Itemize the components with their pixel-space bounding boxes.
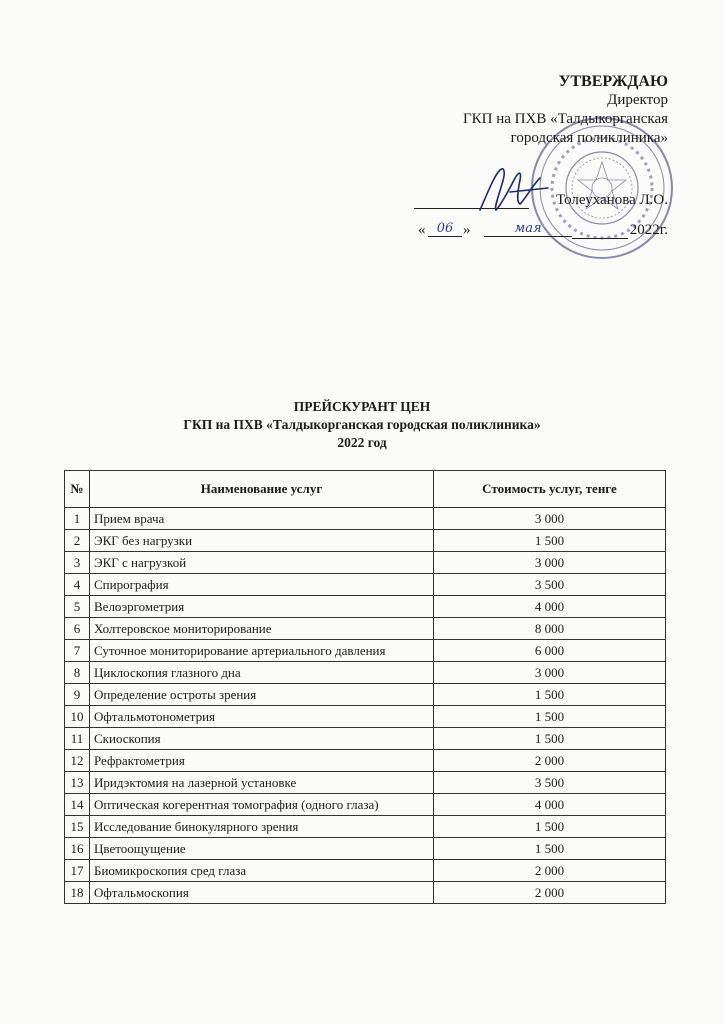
table-row (65, 860, 666, 882)
row-price: 4 000 (434, 794, 666, 816)
table-row (65, 530, 666, 552)
header-num: № (65, 471, 90, 508)
row-price: 1 500 (434, 816, 666, 838)
row-service-name: Офтальмоскопия (90, 882, 434, 904)
signer-name: Толеуханова Л.О. (556, 192, 668, 208)
table-header-row (65, 471, 666, 508)
table-row (65, 596, 666, 618)
row-num: 16 (65, 838, 90, 860)
date-month: мая (484, 221, 572, 237)
row-service-name: Определение остроты зрения (90, 684, 434, 706)
date-close-quote: » (463, 222, 471, 238)
row-price: 6 000 (434, 640, 666, 662)
row-service-name: Оптическая когерентная томография (одного глаза) (90, 794, 434, 816)
row-num: 14 (65, 794, 90, 816)
row-num: 10 (65, 706, 90, 728)
row-service-name: Холтеровское мониторирование (90, 618, 434, 640)
row-num: 7 (65, 640, 90, 662)
row-price: 1 500 (434, 728, 666, 750)
row-price: 8 000 (434, 618, 666, 640)
row-service-name: Спирография (90, 574, 434, 596)
row-price: 2 000 (434, 860, 666, 882)
document-subtitle: ГКП на ПХВ «Талдыкорганская городская поликлиника» (183, 417, 541, 432)
table-row (65, 640, 666, 662)
table-row (65, 838, 666, 860)
row-num: 4 (65, 574, 90, 596)
document-titles (0, 398, 724, 452)
row-service-name: Иридэктомия на лазерной установке (90, 772, 434, 794)
row-service-name: Цветоощущение (90, 838, 434, 860)
table-row (65, 728, 666, 750)
table-row (65, 772, 666, 794)
row-num: 18 (65, 882, 90, 904)
row-price: 3 000 (434, 662, 666, 684)
table-row (65, 882, 666, 904)
row-price: 1 500 (434, 530, 666, 552)
table-row (65, 618, 666, 640)
row-price: 2 000 (434, 750, 666, 772)
approval-position: Директор (607, 92, 668, 108)
approval-org-line2: городская поликлиника» (510, 130, 668, 146)
header-name: Наименование услуг (90, 471, 434, 508)
row-service-name: Рефрактометрия (90, 750, 434, 772)
date-day: 06 (428, 221, 462, 237)
row-num: 8 (65, 662, 90, 684)
table-row (65, 662, 666, 684)
approval-org-line1: ГКП на ПХВ «Талдыкорганская (462, 111, 668, 127)
row-price: 1 500 (434, 838, 666, 860)
row-price: 1 500 (434, 684, 666, 706)
document-title: ПРЕЙСКУРАНТ ЦЕН (293, 399, 431, 414)
row-price: 2 000 (434, 882, 666, 904)
row-num: 3 (65, 552, 90, 574)
table-row (65, 706, 666, 728)
row-service-name: Циклоскопия глазного дна (90, 662, 434, 684)
row-service-name: Исследование бинокулярного зрения (90, 816, 434, 838)
row-service-name: ЭКГ с нагрузкой (90, 552, 434, 574)
row-num: 12 (65, 750, 90, 772)
approval-date (418, 222, 668, 242)
row-price: 3 500 (434, 574, 666, 596)
row-service-name: Суточное мониторирование артериального давления (90, 640, 434, 662)
row-price: 1 500 (434, 706, 666, 728)
table-row (65, 750, 666, 772)
document-year: 2022 год (337, 435, 387, 450)
table-row (65, 574, 666, 596)
row-num: 17 (65, 860, 90, 882)
table-row (65, 684, 666, 706)
date-month-underline (572, 238, 628, 239)
row-price: 3 500 (434, 772, 666, 794)
date-open-quote: « (418, 222, 426, 238)
row-num: 13 (65, 772, 90, 794)
row-price: 4 000 (434, 596, 666, 618)
price-table (64, 470, 666, 904)
row-price: 3 000 (434, 508, 666, 530)
date-year: 2022г. (629, 222, 668, 238)
table-row (65, 508, 666, 530)
row-price: 3 000 (434, 552, 666, 574)
row-service-name: Биомикроскопия сред глаза (90, 860, 434, 882)
row-num: 2 (65, 530, 90, 552)
row-service-name: Скиоскопия (90, 728, 434, 750)
row-service-name: Прием врача (90, 508, 434, 530)
row-num: 9 (65, 684, 90, 706)
row-num: 15 (65, 816, 90, 838)
approval-heading: УТВЕРЖДАЮ (558, 73, 668, 90)
signature-icon (470, 162, 560, 222)
row-num: 11 (65, 728, 90, 750)
header-price: Стоимость услуг, тенге (434, 471, 666, 508)
row-num: 1 (65, 508, 90, 530)
table-row (65, 552, 666, 574)
row-num: 6 (65, 618, 90, 640)
table-row (65, 794, 666, 816)
row-num: 5 (65, 596, 90, 618)
row-service-name: Велоэргометрия (90, 596, 434, 618)
table-row (65, 816, 666, 838)
row-service-name: ЭКГ без нагрузки (90, 530, 434, 552)
approval-block (368, 72, 668, 148)
row-service-name: Офтальмотонометрия (90, 706, 434, 728)
